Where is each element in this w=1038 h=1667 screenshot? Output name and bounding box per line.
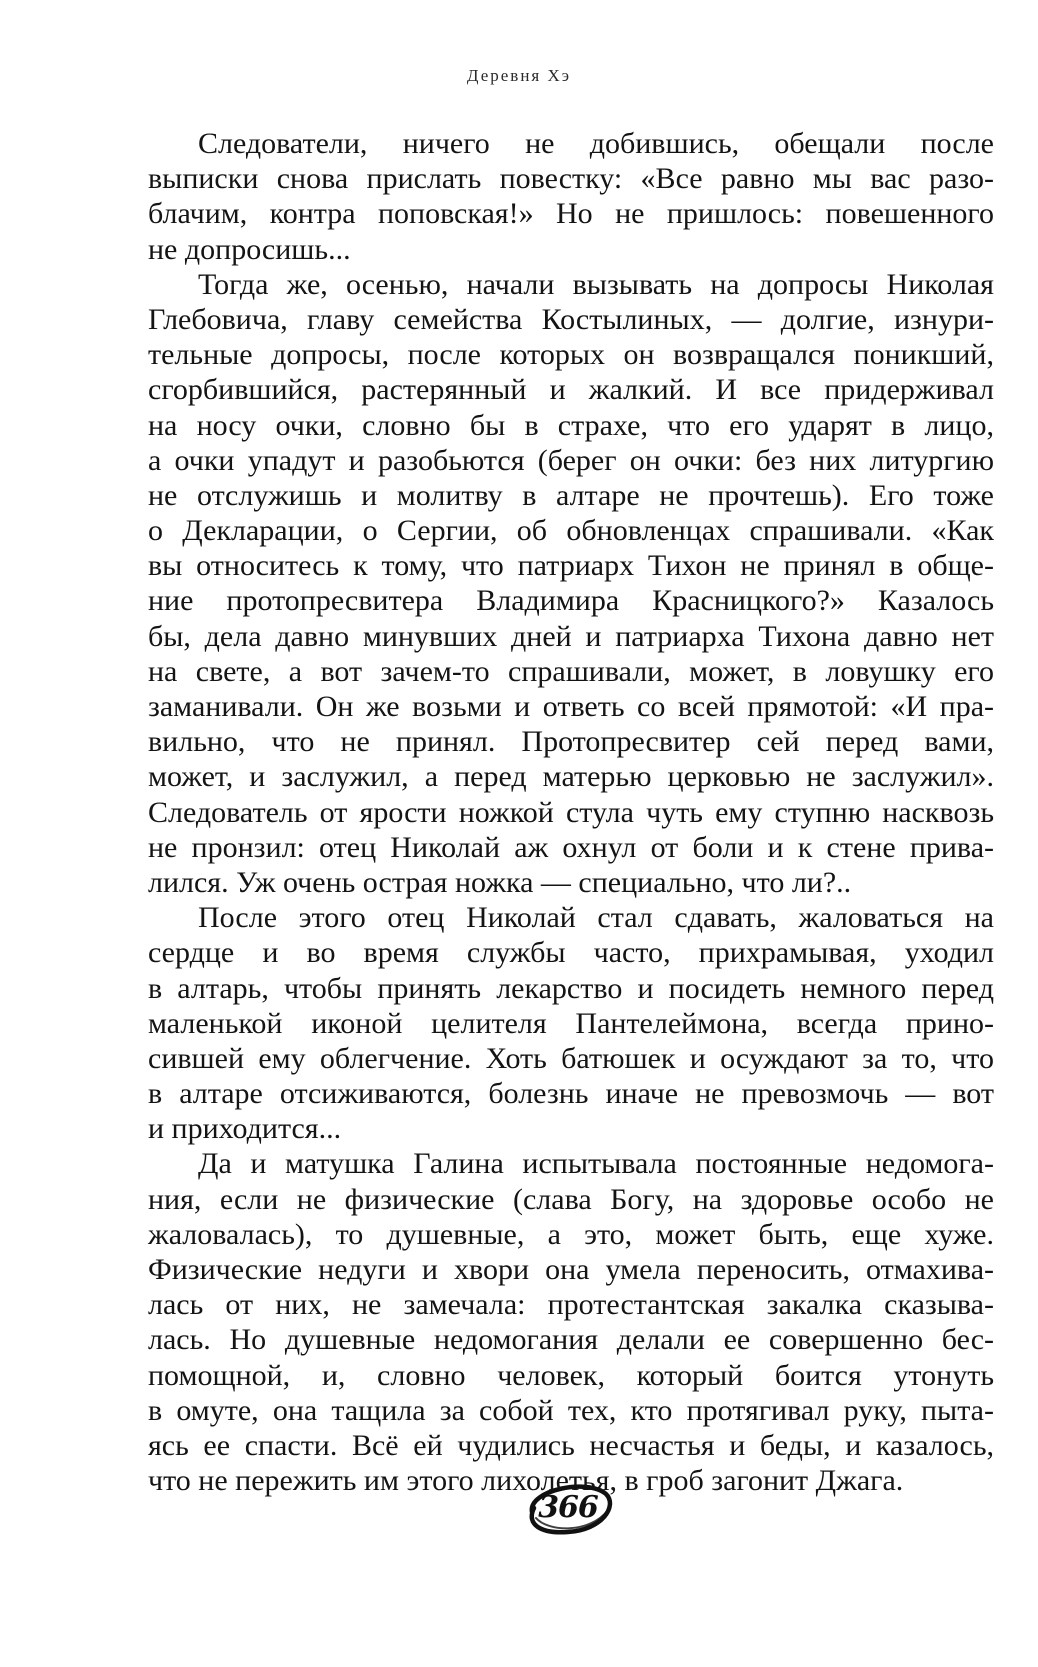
- text-line: Физические недуги и хвори она умела переносить, отмахива-: [148, 1253, 994, 1286]
- text-line: в омуте, она тащила за собой тех, кто протягивал руку, пыта-: [148, 1393, 994, 1427]
- text-line: вы относитесь к тому, что патриарх Тихон не принял в обще-: [148, 549, 994, 583]
- text-line: не отслужишь и молитву в алтаре не прочтешь). Его тоже: [148, 478, 994, 512]
- text-line: заманивали. Он же возьми и ответь со всей прямотой: «И пра-: [148, 690, 994, 723]
- text-line: сердце и во время службы часто, прихрамывая, уходил: [148, 936, 994, 970]
- text-line: в алтаре отсиживаются, болезнь иначе не превозмочь — вот: [148, 1077, 994, 1111]
- text-line: лился. Уж очень острая ножка — специально, что ли?..: [148, 865, 852, 899]
- text-line: Тогда же, осенью, начали вызывать на допросы Николая: [198, 267, 994, 301]
- text-line: не пронзил: отец Николай аж охнул от боли и к стене прива-: [148, 830, 994, 864]
- text-line: ясь ее спасти. Всё ей чудились несчастья и беды, и казалось,: [148, 1428, 994, 1462]
- text-line: в алтарь, чтобы принять лекарство и посидеть немного перед: [148, 971, 994, 1005]
- text-line: а очки упадут и разобьются (берег он очки: без них литургию: [148, 443, 994, 477]
- text-line: жаловалась), то душевные, а это, может быть, еще хуже.: [148, 1217, 994, 1251]
- text-line: Да и матушка Галина испытывала постоянные недомога-: [198, 1147, 994, 1181]
- text-line: После этого отец Николай стал сдавать, жаловаться на: [198, 901, 994, 935]
- text-line: ния, если не физические (слава Богу, на здоровье особо не: [148, 1182, 994, 1216]
- page-number: 366: [538, 1490, 598, 1525]
- text-line: бы, дела давно минувших дней и патриарха Тихона давно нет: [148, 619, 994, 653]
- text-line: лась от них, не замечала: протестантская закалка сказыва-: [148, 1288, 994, 1322]
- text-line: ние протопресвитера Владимира Красницкого?» Казалось: [148, 584, 994, 618]
- text-line: о Декларации, о Сергии, об обновленцах спрашивали. «Как: [148, 514, 994, 548]
- body-text: [148, 126, 994, 1498]
- text-line: что не пережить им этого лихолетья, в гроб загонит Джага.: [148, 1464, 904, 1498]
- text-line: помощной, и, словно человек, который боится утонуть: [148, 1358, 994, 1392]
- text-line: не допросишь...: [148, 232, 351, 266]
- text-line: на носу очки, словно бы в страхе, что его ударят в лицо,: [148, 408, 994, 442]
- text-line: Следователи, ничего не добившись, обещали после: [198, 127, 994, 160]
- text-line: Глебовича, главу семейства Костылиных, — долгие, изнури-: [148, 302, 994, 336]
- text-line: Следователь от ярости ножкой стула чуть ему ступню насквозь: [148, 795, 994, 829]
- page-number-ornament: [518, 1472, 618, 1544]
- text-line: может, и заслужил, а перед матерью церковью не заслужил».: [148, 760, 994, 794]
- text-line: тельные допросы, после которых он возвращался поникший,: [148, 338, 994, 372]
- text-line: выписки снова прислать повестку: «Все равно мы вас разо-: [148, 162, 994, 196]
- text-line: сгорбившийся, растерянный и жалкий. И все придерживал: [148, 373, 994, 407]
- text-line: и приходится...: [148, 1112, 342, 1146]
- text-line: сившей ему облегчение. Хоть батюшек и осуждают за то, что: [148, 1041, 994, 1075]
- text-line: лась. Но душевные недомогания делали ее совершенно бес-: [148, 1323, 994, 1357]
- text-line: вильно, что не принял. Протопресвитер сей перед вами,: [148, 725, 994, 759]
- running-head: Деревня Хэ: [466, 66, 572, 85]
- text-line: маленькой иконой целителя Пантелеймона, всегда прино-: [148, 1006, 994, 1040]
- text-line: блачим, контра поповская!» Но не пришлось: повешенного: [148, 197, 994, 231]
- text-line: на свете, а вот зачем-то спрашивали, может, в ловушку его: [148, 654, 994, 688]
